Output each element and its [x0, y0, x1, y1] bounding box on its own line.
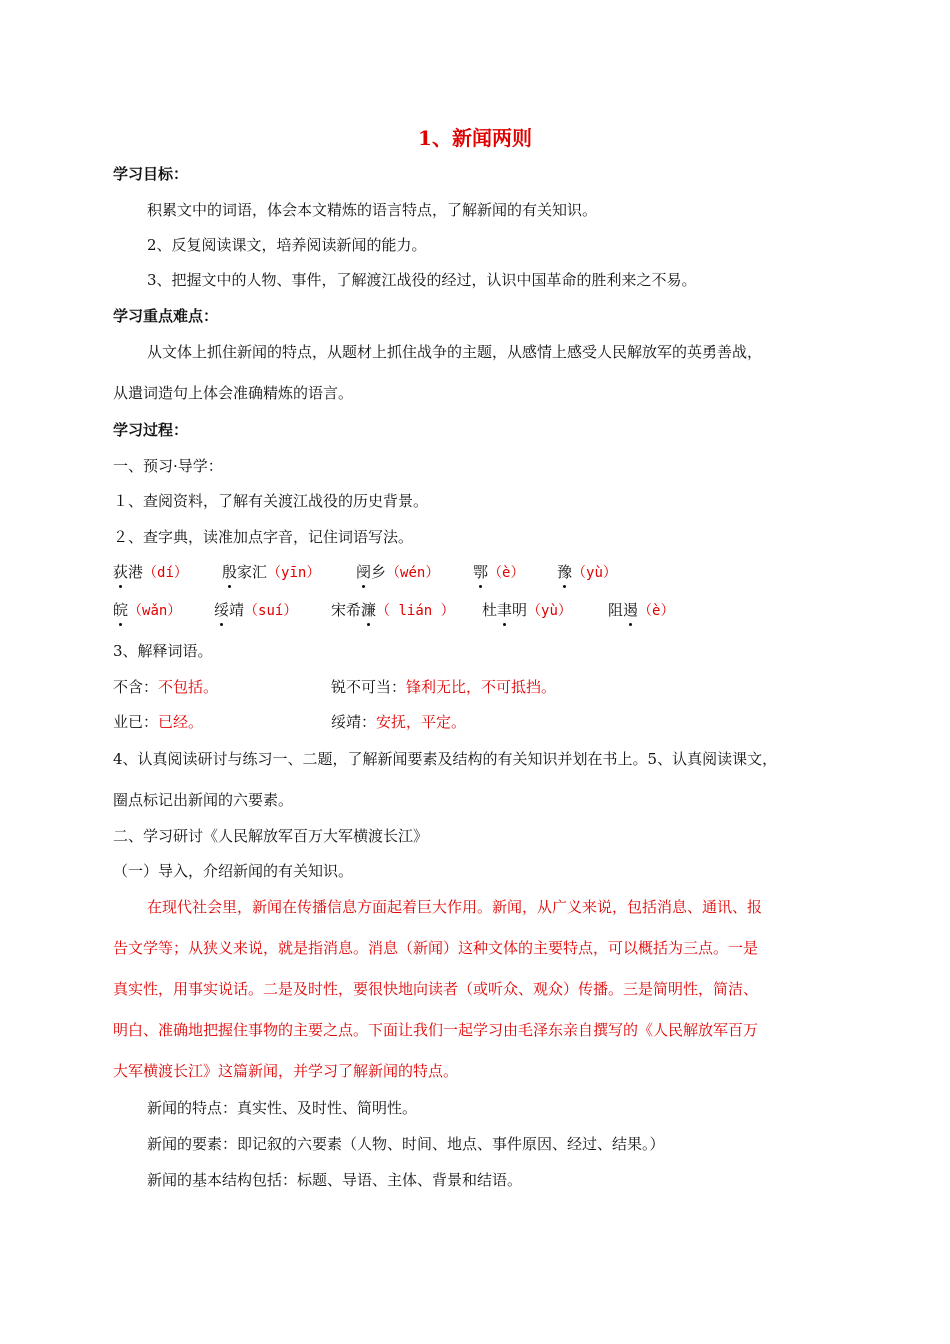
definition-term: 绥靖：	[331, 713, 377, 731]
pinyin-item: 宋希濂（ lián ）	[331, 601, 455, 619]
preview-step-4-line-2: 圈点标记出新闻的六要素。	[113, 791, 294, 809]
dotted-char: 皖	[113, 601, 129, 619]
pinyin-text: （yīn）	[267, 565, 321, 581]
pinyin-text: （è）	[638, 603, 675, 619]
dotted-char: 聿	[497, 601, 513, 619]
pinyin-item	[557, 562, 617, 583]
pinyin-text: （wǎn）	[128, 603, 182, 619]
definition-item	[331, 712, 466, 732]
pinyin-text: （yù）	[572, 565, 617, 581]
key-points-heading: 学习重点难点：	[113, 307, 219, 325]
pinyin-item: 阌乡（wén）	[356, 563, 440, 581]
pinyin-text: （è）	[488, 565, 525, 581]
page-title: 1、新闻两则	[418, 126, 532, 150]
preview-heading: 一、预习·导学：	[113, 457, 223, 475]
definition-item	[113, 677, 218, 697]
process-heading: 学习过程：	[113, 421, 189, 439]
intro-paragraph-line: 明白、准确地把握住事物的主要之点。下面让我们一起学习由毛泽东亲自撰写的《人民解放军百万	[113, 1021, 759, 1039]
news-elements: 新闻的要素：即记叙的六要素（人物、时间、地点、事件原因、经过、结果。）	[147, 1135, 665, 1153]
goal-item-2: 2、反复阅读课文，培养阅读新闻的能力。	[147, 236, 427, 254]
intro-paragraph-line: 真实性，用事实说话。二是及时性，要很快地向读者（或听众、观众）传播。三是简明性，简洁、	[113, 980, 759, 998]
definition-meaning: 已经。	[158, 713, 204, 731]
definition-item	[113, 712, 203, 732]
intro-paragraph-line: 在现代社会里，新闻在传播信息方面起着巨大作用。新闻，从广义来说，包括消息、通讯、报	[147, 898, 763, 916]
definition-term: 业已：	[113, 713, 159, 731]
key-points-line-1: 从文体上抓住新闻的特点，从题材上抓住战争的主题，从感情上感受人民解放军的英勇善战，	[147, 343, 763, 361]
pinyin-text: （suí）	[244, 603, 298, 619]
definition-meaning: 不包括。	[158, 678, 219, 696]
dotted-char: 遏	[623, 601, 639, 619]
dotted-char: 阌	[356, 563, 372, 581]
preview-step-1: １、查阅资料，了解有关渡江战役的历史背景。	[113, 492, 429, 510]
intro-paragraph-line: 告文学等；从狭义来说，就是指消息。消息（新闻）这种文体的主要特点，可以概括为三点。一是	[113, 939, 759, 957]
definition-meaning: 锋利无比，不可抵挡。	[406, 678, 557, 696]
definition-item	[331, 677, 556, 697]
pinyin-item: 绥靖（suí）	[214, 601, 298, 619]
goals-heading: 学习目标：	[113, 165, 189, 183]
study-heading: 二、学习研讨《人民解放军百万大军横渡长江》	[113, 827, 429, 845]
pinyin-item: 殷家汇（yīn）	[222, 563, 321, 581]
goal-item-3: 3、把握文中的人物、事件，了解渡江战役的经过，认识中国革命的胜利来之不易。	[147, 271, 697, 289]
key-points-line-2: 从遣词造句上体会准确精炼的语言。	[113, 384, 354, 402]
news-structure: 新闻的基本结构包括：标题、导语、主体、背景和结语。	[147, 1171, 523, 1189]
study-subheading: （一）导入，介绍新闻的有关知识。	[113, 862, 354, 880]
dotted-char: 殷	[222, 563, 238, 581]
goal-item-1: 积累文中的词语，体会本文精炼的语言特点，了解新闻的有关知识。	[147, 201, 598, 219]
preview-step-3: 3、解释词语。	[113, 642, 213, 660]
pinyin-text: （wén）	[386, 565, 440, 581]
pinyin-item: 杜聿明（yù）	[482, 601, 572, 619]
definition-term: 锐不可当：	[331, 678, 407, 696]
preview-step-2: ２、查字典，读准加点字音，记住词语写法。	[113, 528, 414, 546]
news-features: 新闻的特点：真实性、及时性、简明性。	[147, 1099, 418, 1117]
dotted-char: 荻	[113, 563, 129, 581]
preview-step-4-line-1: 4、认真阅读研讨与练习一、二题，了解新闻要素及结构的有关知识并划在书上。5、认真阅读课文，	[113, 750, 778, 768]
dotted-char: 濂	[361, 601, 377, 619]
dotted-char: 绥	[214, 601, 230, 619]
dotted-char: 豫	[557, 563, 573, 581]
definition-term: 不含：	[113, 678, 159, 696]
pinyin-text: （yù）	[527, 603, 572, 619]
pinyin-text: （dí）	[143, 565, 188, 581]
pinyin-text: （ lián ）	[376, 603, 455, 619]
pinyin-item	[113, 600, 181, 621]
pinyin-item: 荻港（dí）	[113, 563, 188, 581]
pinyin-item	[473, 562, 524, 583]
definition-meaning: 安抚，平定。	[376, 713, 467, 731]
intro-paragraph-line: 大军横渡长江》这篇新闻，并学习了解新闻的特点。	[113, 1062, 459, 1080]
pinyin-item: 阻遏（è）	[608, 601, 675, 619]
dotted-char: 鄂	[473, 563, 489, 581]
